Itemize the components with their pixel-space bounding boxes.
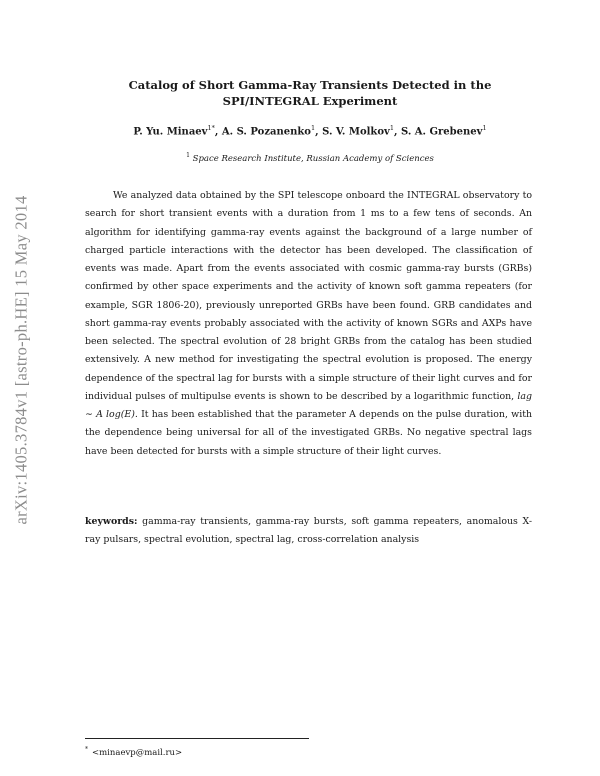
keywords (85, 513, 532, 549)
author-affiliation-mark: 1* (207, 124, 215, 132)
author-list: P. Yu. Minaev$^{1*}$, A. S. Pozanenko$^1$, S. V. Molkov$^1$, S. A. Grebenev$^1$ (133, 124, 487, 138)
footnote (85, 746, 182, 758)
affiliation (80, 152, 540, 164)
author-affiliation-mark: 1 (482, 124, 487, 132)
footnote-email: <minaevp@mail.ru> (92, 747, 183, 758)
author-name: S. V. Molkov (322, 126, 390, 138)
affiliation-text: Space Research Institute, Russian Academy of Sciences (192, 153, 434, 164)
keywords-text: gamma-ray transients, gamma-ray bursts, soft gamma repeaters, anomalous X-ray pulsars, spectral evolution, spectral lag, cross-correlation analysis (85, 516, 532, 545)
author-name: A. S. Pozanenko (221, 126, 311, 138)
footnote-divider (85, 738, 309, 739)
abstract (85, 187, 532, 461)
affiliation-mark: 1 (186, 152, 190, 159)
author-name: S. A. Grebenev (400, 126, 483, 138)
keywords-label: keywords: (85, 516, 138, 527)
abstract-text-continued: . It has been established that the parameter A depends on the pulse duration, with the dependence being universal for all of the investigated GRBs. No negative spectral lags have been detected for bursts with a simple structure of their light curves. (85, 409, 532, 457)
author-affiliation-mark: 1 (310, 124, 316, 132)
abstract-formula: lag ∼ A log(E) (85, 390, 533, 420)
footnote-mark: * (85, 746, 88, 753)
arxiv-identifier-text: arXiv:1405.3784v1 [astro-ph.HE] 15 May 2014 (12, 195, 32, 525)
paper-title: Catalog of Short Gamma-Ray Transients Detected in the SPI/INTEGRAL Experiment (128, 78, 492, 108)
author-affiliation-mark: 1 (389, 124, 394, 132)
arxiv-identifier-stamp (8, 165, 36, 555)
abstract-text: We analyzed data obtained by the SPI telescope onboard the INTEGRAL observatory to search for short transient events with a duration from 1 ms to a few tens of seconds. An algorithm for identifying gamma-ray events against the background of a large number of charged particle interactions with the detector has been developed. The classification of events was made. Apart from the events associated with cosmic gamma-ray bursts (GRBs) confirmed by other space experiments and the activity of known soft gamma repeaters (for example, SGR 1806-20), previously unreported GRBs have been found. GRB candidates and short gamma-ray events probably associated with the activity of known SGRs and AXPs have been selected. The spectral evolution of 28 bright GRBs from the catalog has been studied extensively. A new method for investigating the spectral evolution is proposed. The energy dependence of the spectral lag for bursts with a simple structure of their light curves and for individual pulses of multipulse events is shown to be described by a logarithmic function, (85, 190, 532, 402)
author-name: P. Yu. Minaev (133, 126, 208, 138)
